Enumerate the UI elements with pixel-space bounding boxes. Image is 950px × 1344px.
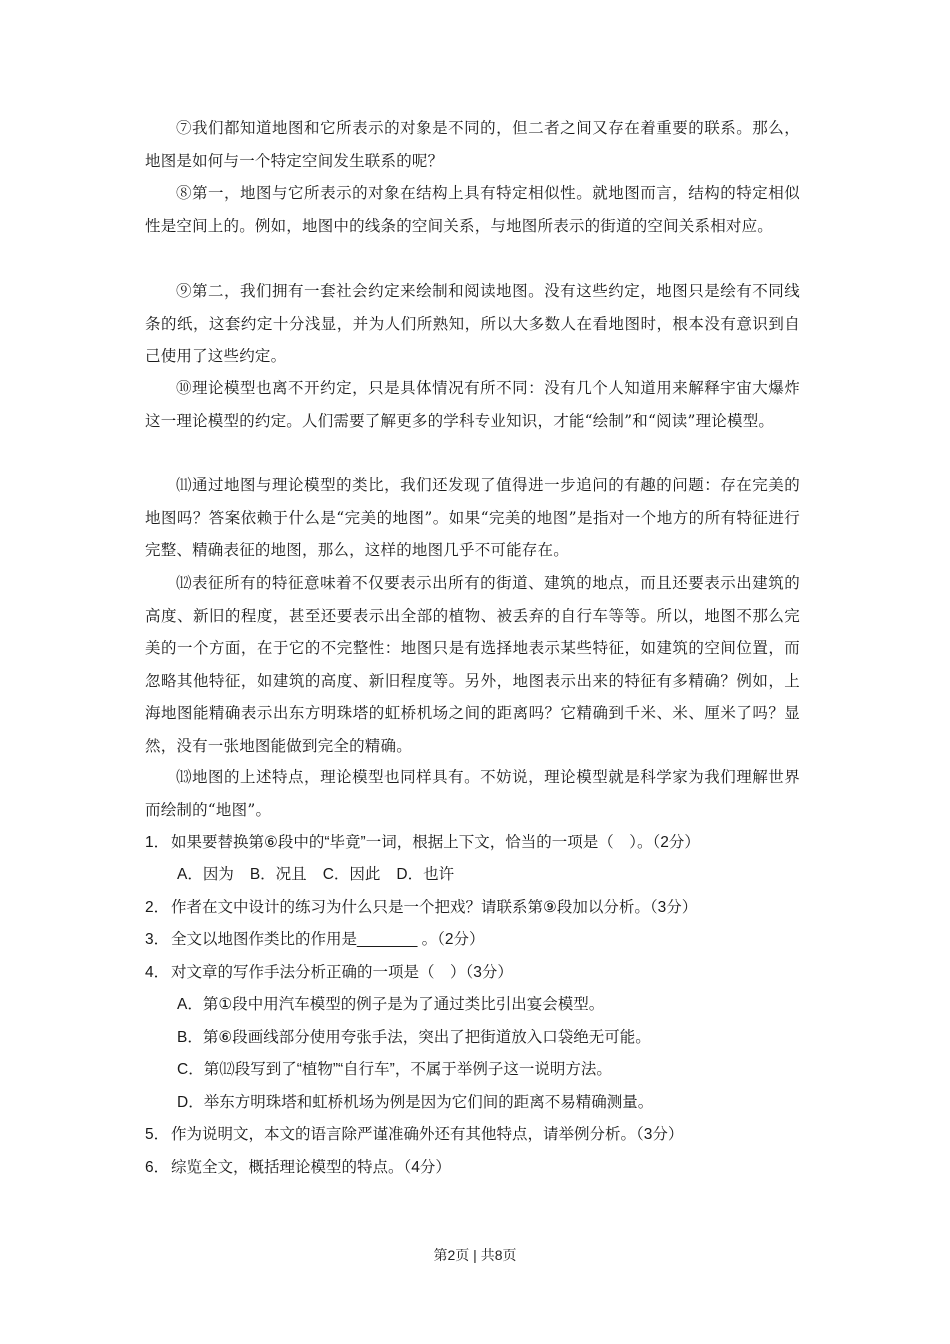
question-3 [145,924,805,957]
question-text: 对文章的写作手法分析正确的一项是（ ）（3分） [171,964,513,981]
question-5 [145,1119,805,1152]
paragraph-12: ⑿表征所有的特征意味着不仅要表示出所有的街道、建筑的地点，而且还要表示出建筑的高度、新旧的程度，甚至还要表示出全部的植物、被丢弃的自行车等等。所以，地图不那么完美的一个方面，在于它的不完整性：地图只是有选择地表示某些特征，如建筑的空间位置，而忽略其他特征，如建筑的高度、新旧程度等。另外，地图表示出来的特征有多精确？例如，上海地图能精确表示出东方明珠塔的虹桥机场之间的距离吗？它精确到千米、米、厘米了吗？显然，没有一张地图能做到完全的精确。 [145,574,800,755]
question-number: 2． [145,899,170,916]
question-text: 全文以地图作类比的作用是_______ 。（2分） [171,931,485,948]
question-number: 4． [145,964,170,981]
paragraph-10: ⑩理论模型也离不开约定，只是具体情况有所不同：没有几个人知道用来解释宇宙大爆炸这一理论模型的约定。人们需要了解更多的学科专业知识，才能“绘制”和“阅读”理论模型。 [145,379,800,430]
question-1-options [177,859,470,892]
question-number: 1． [145,834,170,851]
question-4 [145,957,805,990]
question-text: 作为说明文，本文的语言除严谨准确外还有其他特点，请举例分析。（3分） [171,1126,684,1143]
question-text: 作者在文中设计的练习为什么只是一个把戏？请联系第⑨段加以分析。（3分） [171,899,698,916]
paragraph-7: ⑦我们都知道地图和它所表示的对象是不同的，但二者之间又存在着重要的联系。那么，地图是如何与一个特定空间发生联系的呢？ [145,119,800,170]
question-text: 如果要替换第⑥段中的“毕竟”一词，根据上下文，恰当的一项是（ ）。（2分） [171,834,700,851]
question-number: 3． [145,931,170,948]
paragraph-11: ⑾通过地图与理论模型的类比，我们还发现了值得进一步追问的有趣的问题：存在完美的地图吗？答案依赖于什么是“完美的地图”。如果“完美的地图”是指对一个地方的所有特征进行完整、精确表征的地图，那么，这样的地图几乎不可能存在。 [145,476,800,559]
option-b: B．况且 [249,866,307,883]
option-c: C．因此 [322,866,381,883]
question-number: 6． [145,1159,170,1176]
question-number: 5． [145,1126,170,1143]
question-4-option-d: D．举东方明珠塔和虹桥机场为例是因为它们间的距离不易精确测量。 [177,1094,654,1111]
question-6 [145,1152,805,1185]
page-footer: 第2页 | 共8页 [433,1247,517,1263]
paragraph-8: ⑧第一，地图与它所表示的对象在结构上具有特定相似性。就地图而言，结构的特定相似性是空间上的。例如，地图中的线条的空间关系，与地图所表示的街道的空间关系相对应。 [145,184,800,235]
paragraph-9: ⑨第二，我们拥有一套社会约定来绘制和阅读地图。没有这些约定，地图只是绘有不同线条的纸，这套约定十分浅显，并为人们所熟知，所以大多数人在看地图时，根本没有意识到自己使用了这些约定。 [145,282,800,365]
paragraph-13: ⒀地图的上述特点，理论模型也同样具有。不妨说，理论模型就是科学家为我们理解世界而绘制的“地图”。 [145,768,800,819]
question-1 [145,827,805,860]
question-4-option-a: A．第①段中用汽车模型的例子是为了通过类比引出宴会模型。 [177,996,605,1013]
option-a: A．因为 [177,866,234,883]
question-4-option-b: B．第⑥段画线部分使用夸张手法，突出了把街道放入口袋绝无可能。 [177,1029,651,1046]
question-text: 综览全文，概括理论模型的特点。（4分） [171,1159,451,1176]
question-2 [145,892,805,925]
option-d: D．也许 [396,866,455,883]
question-4-option-c: C．第⑿段写到了“植物”“自行车”，不属于举例子这一说明方法。 [177,1061,612,1078]
